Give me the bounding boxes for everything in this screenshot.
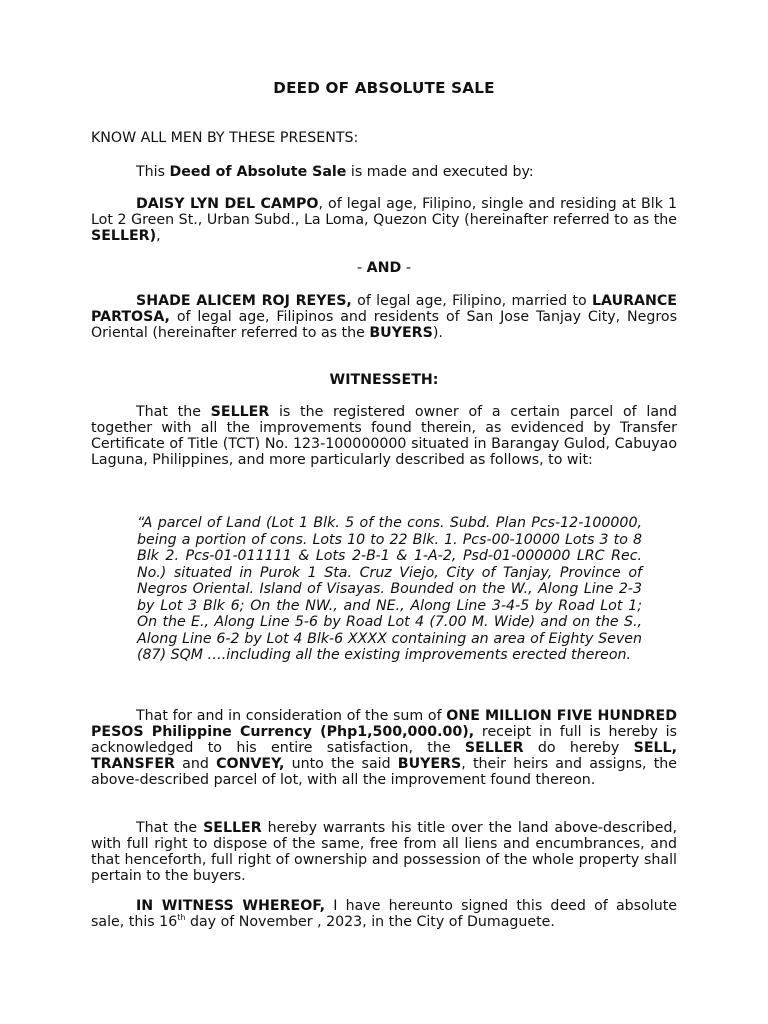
buyers-end: ). bbox=[432, 325, 443, 341]
consideration-seller: SELLER bbox=[464, 740, 524, 756]
consideration-sell-transfer: SELL, TRANSFER bbox=[91, 740, 677, 772]
owner-pre: That the bbox=[136, 404, 211, 420]
consideration-amount: ONE MILLION FIVE HUNDRED PESOS Philippine Currency (Php1,500,000.00), bbox=[91, 708, 677, 740]
seller-role: SELLER) bbox=[91, 228, 157, 244]
seller-name: DAISY LYN DEL CAMPO bbox=[136, 196, 319, 212]
buyers-text-2: of legal age, Filipinos and residents of San Jose Tanjay City, Negros Oriental (hereinafter referred to as the bbox=[91, 309, 677, 341]
ownership-paragraph bbox=[91, 404, 677, 468]
property-description: “A parcel of Land (Lot 1 Blk. 5 of the cons. Subd. Plan Pcs-12-100000, being a portion of cons. Lots 10 to 22 Blk. 1. Pcs-00-10000 Lots 3 to 8 Blk 2. Pcs-01-011111 & Lots 2-B-1 & 1-A-2, Psd-01-000000 LRC Rec. No.) situated in Purok 1 Sta. Cruz Viejo, City of Tanjay, Province of Negros Oriental. Island of Visayas. Bounded on the W., Along Line 2-3 by Lot 3 Blk 6; On the NW., and NE., Along Line 3-4-5 by Road Lot 1; On the E., Along Line 5-6 by Road Lot 4 (7.00 M. Wide) and on the S., Along Line 6-2 by Lot 4 Blk-6 XXXX containing an area of Eighty Seven (87) SQM ….including all the existing improvements erected thereon. bbox=[137, 515, 642, 663]
made-by-paragraph bbox=[91, 164, 677, 180]
made-by-bold: Deed of Absolute Sale bbox=[169, 164, 347, 180]
day-ordinal-suffix: th bbox=[177, 913, 186, 922]
witnesseth-heading bbox=[0, 372, 768, 388]
owner-bold: SELLER bbox=[210, 404, 270, 420]
consideration-t4: and bbox=[174, 756, 217, 772]
consideration-paragraph bbox=[91, 708, 677, 788]
consideration-t6: , their heirs and assigns, the above-described parcel of lot, with all the improvement found thereon. bbox=[91, 756, 678, 788]
made-by-pre: This bbox=[136, 164, 170, 180]
consideration-convey: CONVEY, bbox=[216, 756, 285, 772]
buyers-role: BUYERS bbox=[369, 325, 433, 341]
witnesseth-text: WITNESSETH: bbox=[329, 372, 439, 388]
witness-whereof-paragraph bbox=[91, 898, 677, 930]
consideration-t3: do hereby bbox=[523, 740, 634, 756]
intro-line: KNOW ALL MEN BY THESE PRESENTS: bbox=[91, 130, 359, 146]
and-pre: - bbox=[357, 260, 367, 276]
witness-whereof-t2: day of November , 2023, in the City of Dumaguete. bbox=[185, 914, 555, 930]
buyers-paragraph bbox=[91, 293, 677, 341]
made-by-post: is made and executed by: bbox=[346, 164, 534, 180]
consideration-buyers: BUYERS bbox=[397, 756, 462, 772]
seller-end: , bbox=[156, 228, 161, 244]
witness-whereof-t1: I have hereunto signed this deed of absolute sale, this 16 bbox=[91, 898, 677, 930]
seller-text: , of legal age, Filipino, single and residing at Blk 1 Lot 2 Green St., Urban Subd., La Loma, Quezon City (hereinafter referred to as the bbox=[91, 196, 677, 228]
consideration-t5: unto the said bbox=[284, 756, 398, 772]
consideration-t2: receipt in full is hereby is acknowledged to his entire satisfaction, the bbox=[91, 724, 677, 756]
seller-paragraph bbox=[91, 196, 677, 244]
buyer-name-1: SHADE ALICEM ROJ REYES, bbox=[136, 293, 352, 309]
buyers-text-1: of legal age, Filipino, married to bbox=[351, 293, 592, 309]
consideration-t1: That for and in consideration of the sum of bbox=[136, 708, 447, 724]
and-post: - bbox=[401, 260, 411, 276]
owner-post: is the registered owner of a certain parcel of land together with all the improvements found therein, as evidenced by Transfer Certificate of Title (TCT) No. 123-100000000 situated in Barangay Gulod, Cabuyao Laguna, Philippines, and more particularly described as follows, to wit: bbox=[91, 404, 678, 468]
warranty-seller: SELLER bbox=[203, 820, 262, 836]
and-bold: AND bbox=[366, 260, 402, 276]
buyer-name-2: LAURANCE PARTOSA, bbox=[91, 293, 677, 325]
warranty-paragraph bbox=[91, 820, 677, 884]
and-separator bbox=[0, 260, 768, 276]
warranty-post: hereby warrants his title over the land above-described, with full right to dispose of the same, free from all liens and encumbrances, and that henceforth, full right of ownership and possession of the whole property shall pertain to the buyers. bbox=[91, 820, 678, 884]
warranty-pre: That the bbox=[136, 820, 204, 836]
witness-whereof-bold: IN WITNESS WHEREOF, bbox=[136, 898, 326, 914]
document-title: DEED OF ABSOLUTE SALE bbox=[273, 79, 495, 97]
